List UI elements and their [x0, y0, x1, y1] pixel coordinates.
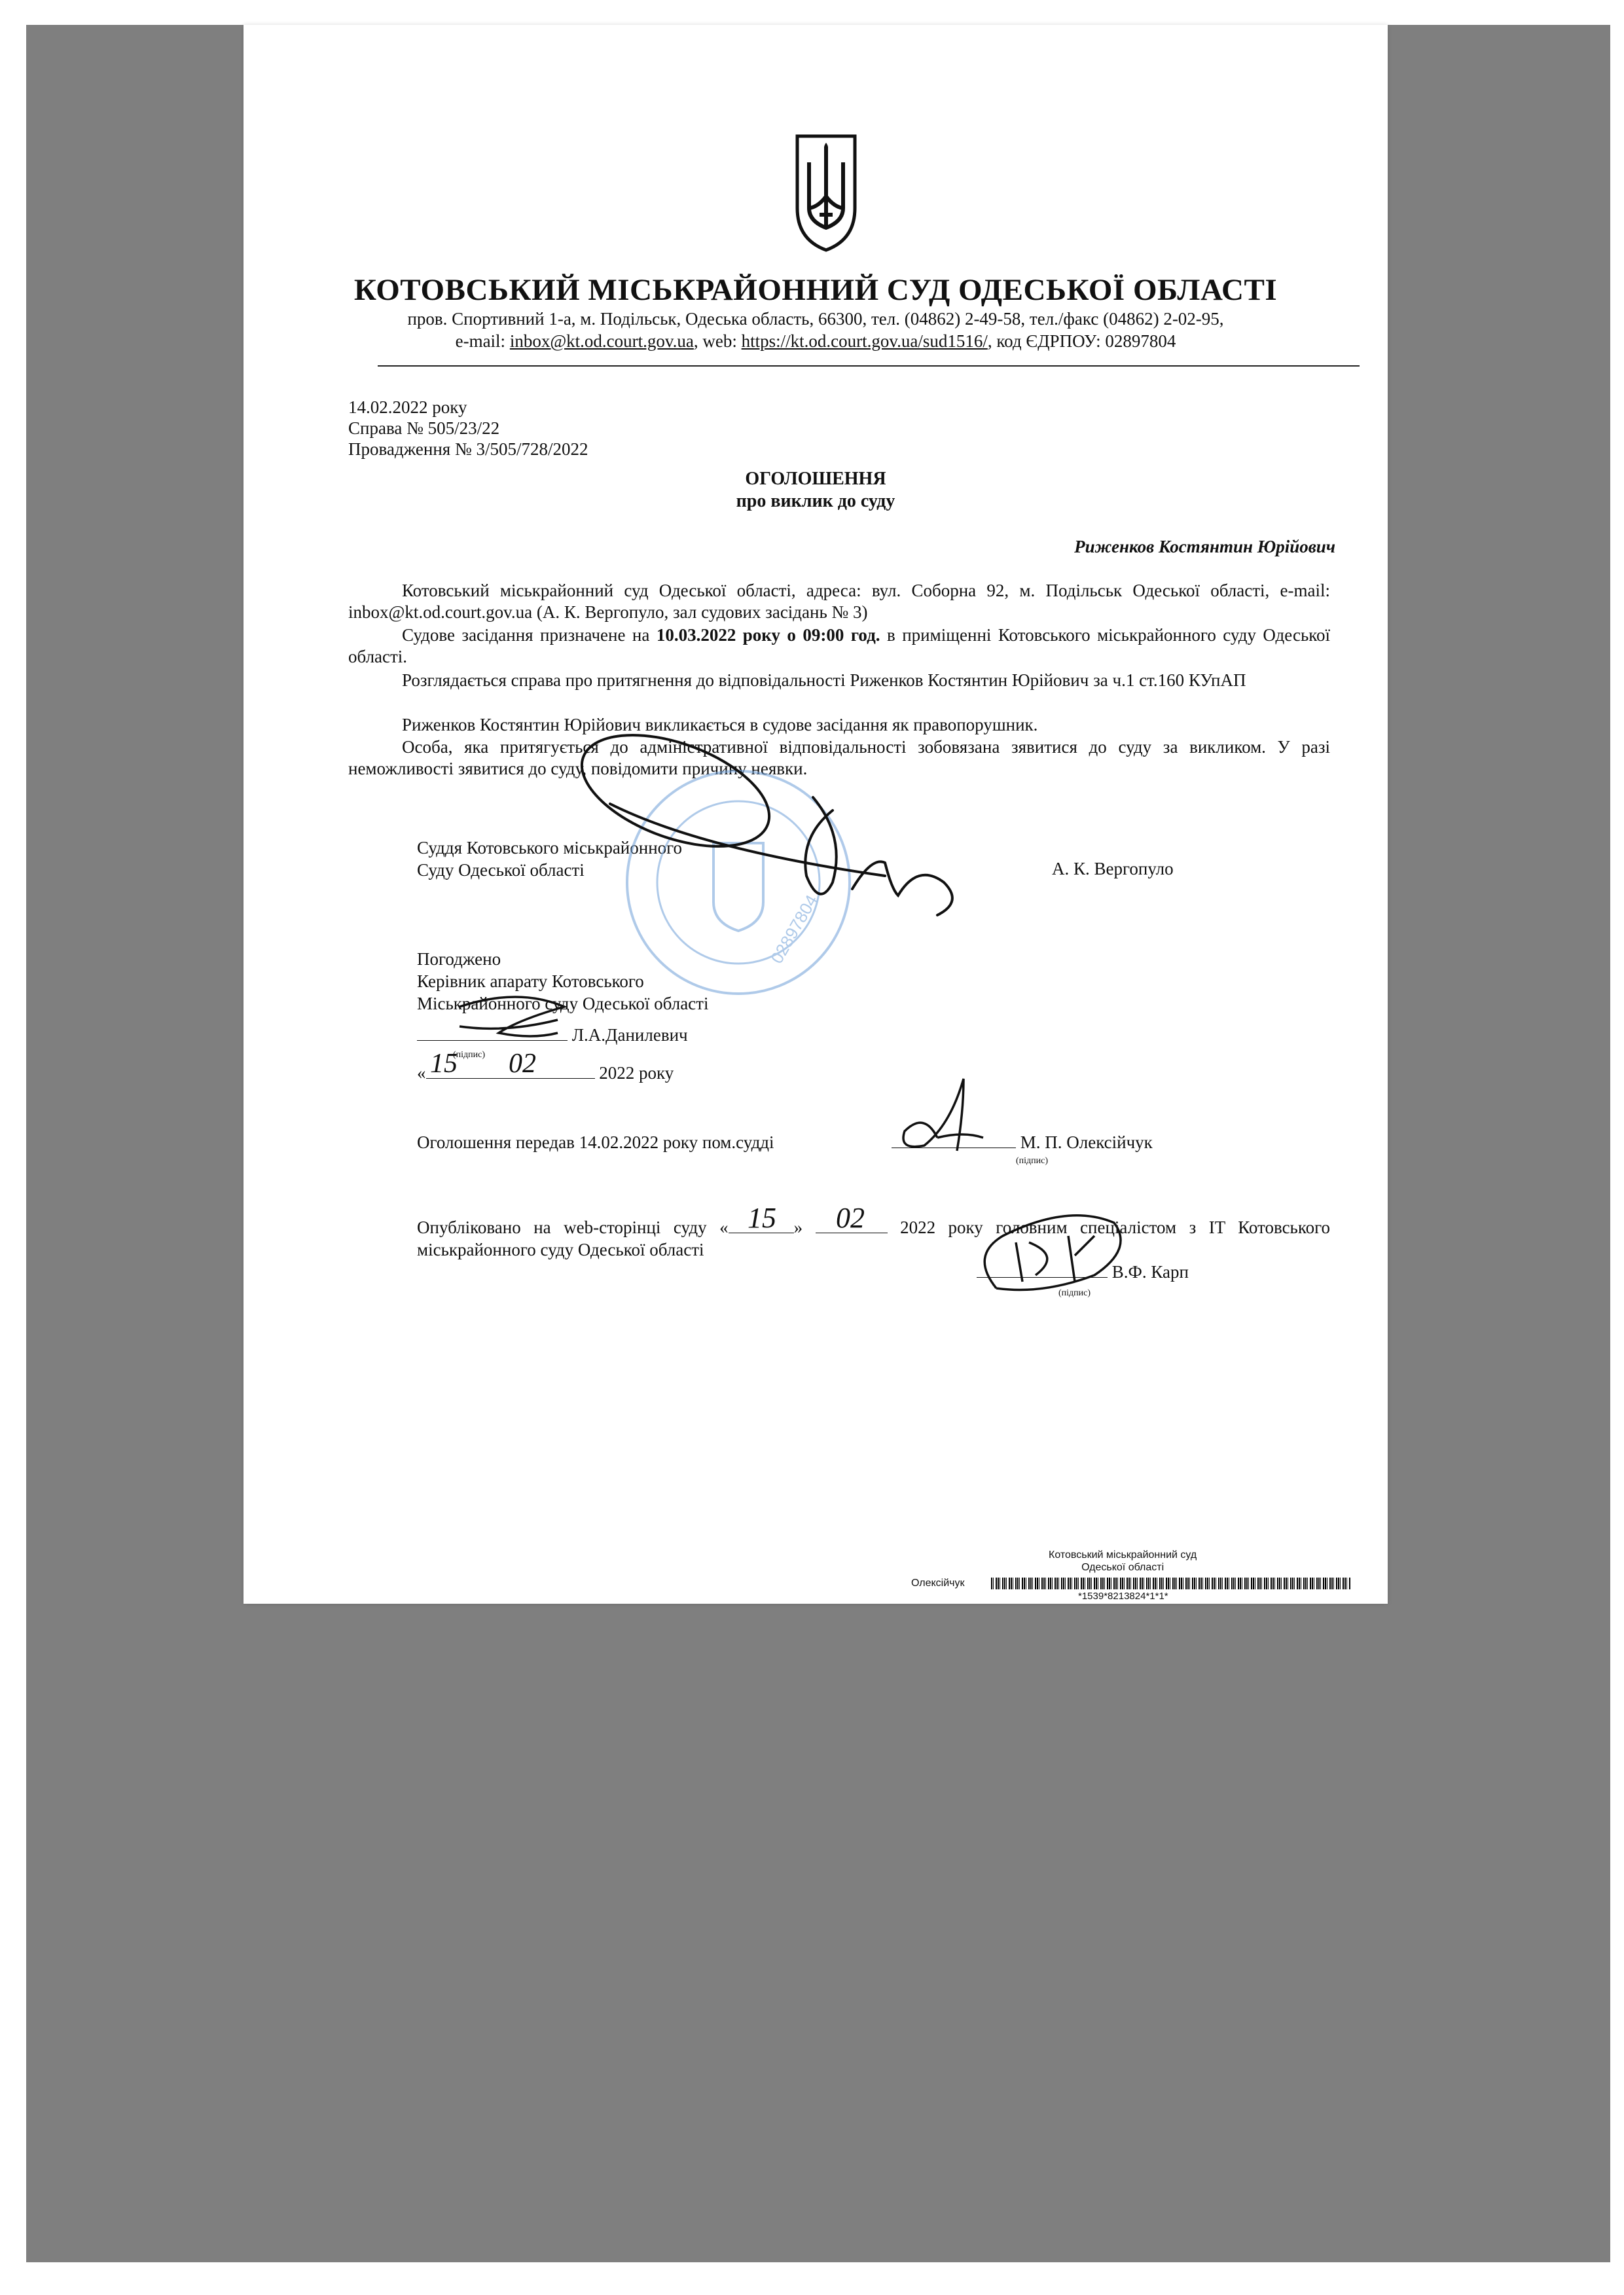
approval-label: Погоджено: [417, 949, 501, 969]
approval-date-quote: «: [417, 1063, 426, 1083]
web-prefix: , web:: [693, 331, 742, 351]
court-name: КОТОВСЬКИЙ МІСЬКРАЙОННИЙ СУД ОДЕСЬКОЇ ОБЛАСТІ: [353, 273, 1278, 307]
approval-position-line2: Міськрайонного суду Одеської області: [417, 994, 709, 1013]
barcode-text: *1539*8213824*1*1*: [1078, 1591, 1168, 1602]
approval-name: Л.А.Данилевич: [571, 1025, 688, 1045]
publication-month-handwritten: 02: [836, 1202, 865, 1234]
publication-day-handwritten: 15: [748, 1202, 776, 1234]
approval-date-year: 2022 року: [594, 1063, 674, 1083]
summons-text: Риженков Костянтин Юрійович викликається в судове засідання як правопорушник.: [402, 715, 1038, 734]
case-number: Справа № 505/23/22: [348, 418, 500, 438]
transfer-sign-label: (підпис): [1016, 1156, 1049, 1166]
approval-month-handwritten: 02: [509, 1049, 536, 1079]
document-subtitle: про виклик до суду: [736, 491, 895, 511]
case-subject-text: Розглядається справа про притягнення до відповідальності Риженков Костянтин Юрійович за ч.1 ст.160 КУпАП: [402, 670, 1246, 690]
judge-name: А. К. Вергопуло: [1052, 859, 1174, 878]
publication-text-post: 2022 року головним спеціалістом з IT Котовського міськрайонного суду Одеської області: [417, 1218, 1331, 1259]
addressee: Риженков Костянтин Юрійович: [1074, 537, 1335, 556]
publication-text-pre: Опубліковано на web-сторінці суду «: [417, 1218, 729, 1237]
approval-signature: [460, 997, 564, 1036]
publication-handwritten-date: [748, 1202, 865, 1234]
handwriting-overlay: [244, 25, 1388, 1604]
obligation-text: Особа, яка притягується до адміністративної відповідальності зобовязана зявитися до суду за викликом. У разі неможливості зявитися до суду, повідомити причину неявки.: [348, 737, 1330, 778]
hearing-text-post: в приміщенні Котовського міськрайонного суду Одеської області.: [348, 625, 1330, 666]
document-date: 14.02.2022 року: [348, 397, 467, 417]
paragraph-court-info-text: Котовський міськрайонний суд Одеської області, адреса: вул. Соборна 92, м. Подільськ Одеської області, e-mail: inbox@kt.od.court.gov.ua (А. К. Вергопуло, зал судових засідань № 3): [348, 581, 1330, 622]
email-prefix: e-mail:: [455, 331, 510, 351]
approval-position-line1: Керівник апарату Котовського: [417, 971, 644, 991]
publication-name: В.Ф. Карп: [1111, 1262, 1189, 1282]
approval-day-handwritten: 15: [430, 1049, 458, 1079]
footer-clerk: Олексійчук: [911, 1578, 965, 1589]
email-link[interactable]: inbox@kt.od.court.gov.ua: [509, 331, 694, 351]
approval-handwritten-date: [430, 1049, 536, 1079]
hearing-text-pre: Судове засідання призначене на: [402, 625, 657, 645]
document-page: [244, 25, 1388, 1604]
edrpou-code: , код ЄДРПОУ: 02897804: [987, 331, 1176, 351]
website-link[interactable]: https://kt.od.court.gov.ua/sud1516/: [741, 331, 988, 351]
publication-signature-scrawl: [984, 1216, 1121, 1290]
document-title: ОГОЛОШЕННЯ: [745, 469, 886, 489]
hearing-datetime: 10.03.2022 року о 09:00 год.: [656, 625, 880, 645]
court-address: пров. Спортивний 1-а, м. Подільськ, Одеська область, 66300, тел. (04862) 2-49-58, тел./факс (04862) 2-02-95,: [407, 309, 1224, 329]
transfer-text: Оголошення передав 14.02.2022 року пом.судді: [417, 1132, 774, 1152]
transfer-name: М. П. Олексійчук: [1020, 1132, 1153, 1152]
footer-court-line1: Котовський міськрайонний суд: [1049, 1549, 1197, 1561]
proceeding-number: Провадження № 3/505/728/2022: [348, 439, 588, 459]
approval-sign-label: (підпис): [453, 1050, 486, 1060]
judge-signature: [567, 713, 952, 915]
stamp-code: 02897804: [767, 891, 822, 967]
court-stamp-icon: [627, 771, 850, 994]
judge-position-line1: Суддя Котовського міськрайонного: [417, 838, 683, 858]
transfer-signature-scrawl: [903, 1079, 983, 1151]
publication-sign-label: (підпис): [1058, 1288, 1091, 1298]
footer-court-line2: Одеської області: [1081, 1562, 1164, 1573]
judge-position-line2: Суду Одеської області: [417, 860, 585, 880]
publication-text-mid: »: [793, 1218, 816, 1237]
